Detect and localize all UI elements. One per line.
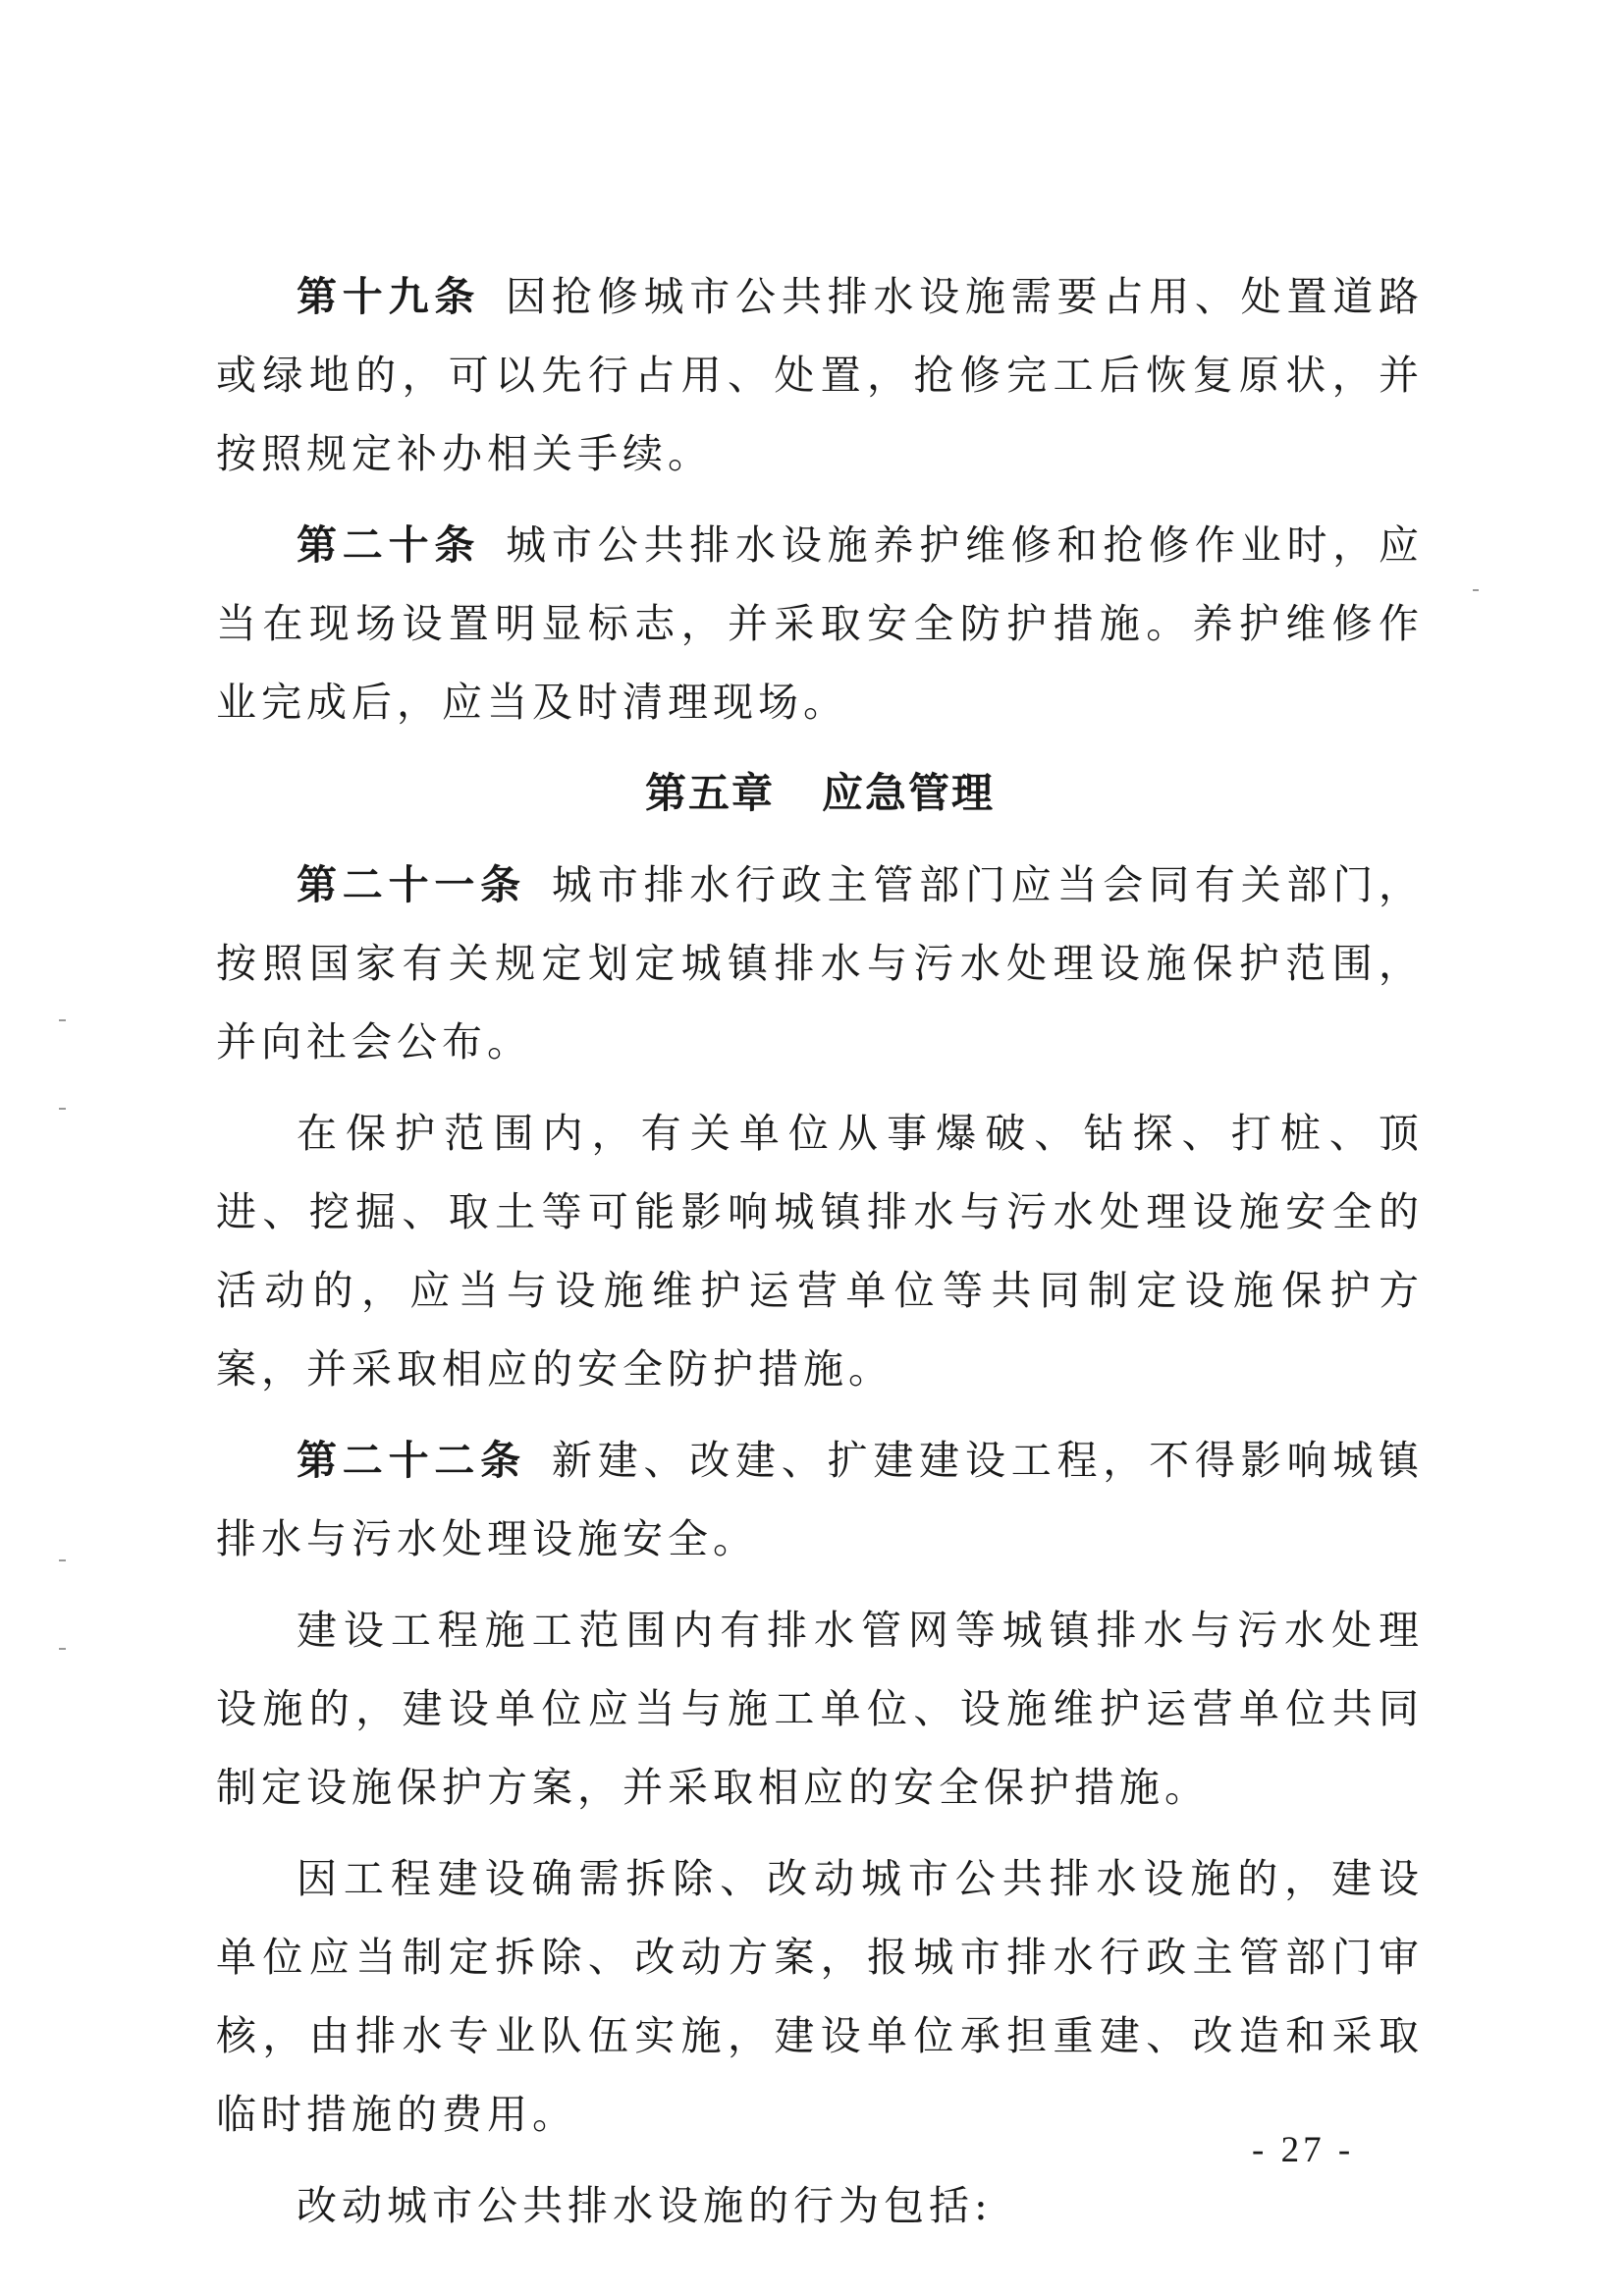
- chapter-heading: [216, 754, 1424, 833]
- article-21-paragraph: [216, 846, 1424, 1081]
- chapter-title: 应急管理: [822, 769, 996, 817]
- article-heading: 第二十一条: [297, 861, 526, 908]
- article-text: 新建、改建、扩建建设工程，不得影响城镇排水与污水处理设施安全。: [216, 1437, 1425, 1562]
- body-paragraph: 建设工程施工范围内有排水管网等城镇排水与污水处理设施的，建设单位应当与施工单位、设施维护运营单位共同制定设施保护方案，并采取相应的安全保护措施。: [216, 1607, 1424, 1811]
- scan-speck: [59, 1108, 66, 1110]
- document-body: [216, 257, 1424, 2245]
- article-19-paragraph: [216, 257, 1424, 493]
- page-number: - 27 -: [1252, 2130, 1355, 2170]
- article-text: 城市公共排水设施养护维修和抢修作业时，应当在现场设置明显标志，并采取安全防护措施。养护维修作业完成后，应当及时清理现场。: [216, 521, 1425, 726]
- article-text: 因抢修城市公共排水设施需要占用、处置道路或绿地的，可以先行占用、处置，抢修完工后恢复原状，并按照规定补办相关手续。: [216, 273, 1425, 477]
- scan-speck: [1473, 589, 1479, 591]
- scan-speck: [59, 1019, 66, 1021]
- chapter-number: 第五章: [644, 769, 775, 817]
- article-heading: 第二十二条: [297, 1437, 526, 1484]
- article-22-paragraph: [216, 1421, 1424, 1578]
- body-paragraph: 因工程建设确需拆除、改动城市公共排水设施的，建设单位应当制定拆除、改动方案，报城市排水行政主管部门审核，由排水专业队伍实施，建设单位承担重建、改造和采取临时措施的费用。: [216, 1855, 1424, 2138]
- scan-speck: [59, 1648, 66, 1650]
- article-20-paragraph: [216, 506, 1424, 741]
- article-heading: 第二十条: [297, 521, 481, 569]
- body-paragraph: 改动城市公共排水设施的行为包括:: [297, 2182, 993, 2229]
- article-heading: 第十九条: [297, 273, 481, 320]
- scan-speck: [59, 1559, 66, 1561]
- article-text: 城市排水行政主管部门应当会同有关部门，按照国家有关规定划定城镇排水与污水处理设施保护范围，并向社会公布。: [216, 861, 1425, 1066]
- body-paragraph: 在保护范围内，有关单位从事爆破、钻探、打桩、顶进、挖掘、取土等可能影响城镇排水与污水处理设施安全的活动的，应当与设施维护运营单位等共同制定设施保护方案，并采取相应的安全防护措施。: [216, 1110, 1424, 1393]
